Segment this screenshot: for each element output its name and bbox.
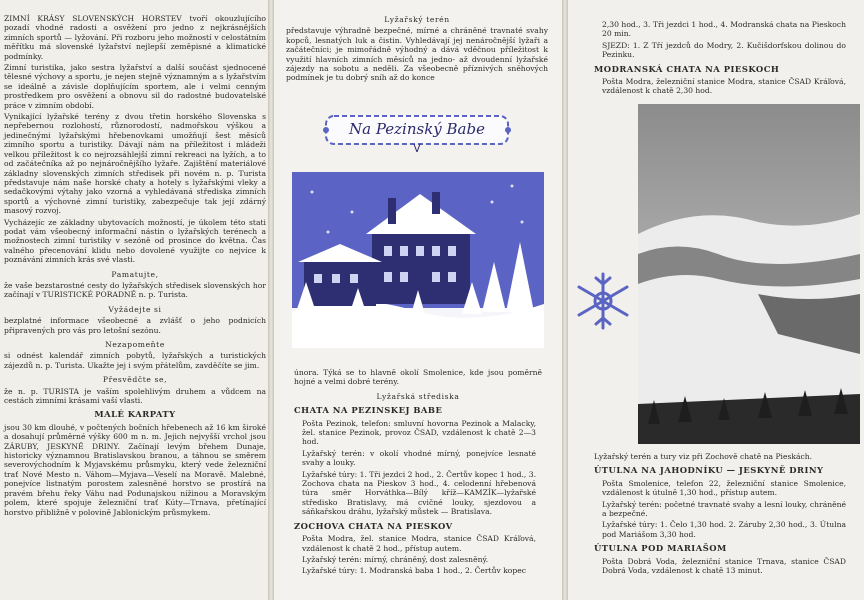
zochova-line-2: Lyžařský terén: mírný, chráněný, dost zalesněný.: [302, 554, 489, 564]
heading-male-karpaty: MALÉ KARPATY: [94, 409, 176, 420]
heading-nezapomente: Nezapomeňte: [105, 340, 165, 349]
right-panel: [568, 0, 864, 600]
photo-caption: Lyžařský terén a tury viz při Zochově chatě na Pieskách.: [594, 452, 813, 461]
ski-slope-photo: [638, 104, 860, 444]
winter-chalet-illustration: [292, 172, 544, 348]
top-line-2: SJEZD: 1. Z Tří jezdců do Modry, 2. Kučišdorfskou dolinou do Pezinku.: [602, 40, 846, 60]
para-continued: února. Týká se to hlavně okolí Smolenice, kde jsou poměrně hojné a velmi dobré terény.: [294, 368, 542, 387]
jahodniku-line-3: Lyžařské túry: 1. Čelo 1,30 hod. 2. Záruby 2,30 hod., 3. Útulna pod Mariášom 3,30 hod.: [602, 520, 846, 539]
middle-bottom-text: [294, 368, 542, 578]
right-bottom-text: [594, 452, 852, 577]
heading-vyzadejte: Vyžádejte si: [108, 304, 162, 314]
intro-para-3: Vynikající lyžařské terény z dvou třetin horského Slovenska s nepřebernou rozlohostí, různorodostí, nadmořskou výškou a jedinečnými lyžařskými hřebenovkami umožňují šest měsíců zimního sportu a turistiky. Dávají nám na příležitost i mládeži velkou příležitost k co nejrozsáhlejší zimní rekreaci na lyžích, a to od začátečníka až po nejnáročnějšího lyžaře. Zajištění materiálové základny slovenských zimních středisek při novém n. p. Turista představuje nám naše horské chaty a hotely s lyžařskými vleky a sedačkovými výtahy jako vzorná a vyhledávaná střediska zimních sportů a výchovné zimní turistiky, zabezpečuje tak její zdárný masový rozvoj.: [4, 112, 266, 216]
heading-mariasom: ÚTULNA POD MARIAŠOM: [594, 543, 727, 554]
heading-jahodniku: ÚTULNA NA JAHODNÍKU — JESKYNĚ DRINY: [594, 465, 824, 476]
jahodniku-line-2: Lyžařský terén: početné travnaté svahy a lesní louky, chráněné a bezpečné.: [602, 499, 846, 519]
zochova-line-3: Lyžařské túry: 1. Modranská baba 1 hod., 2. Čertův kopec: [302, 566, 526, 576]
right-top-text: [594, 20, 852, 98]
zochova-line-1: Pošta Modra, žel. stanice Modra, stanice ČSAD Kráľová, vzdálenost k chatě 2 hod., přístup autem.: [302, 534, 536, 553]
intro-para-2: Zimní turistika, jako sestra lyžařství a další součást sjednocené tělesné výchovy a sportu, je nejen stejně významným a s lyžařstvím se ideálně a závisle doplňujícím sportem, ale i velmi cenným prostředkem pro osvěžení a obnovu sil do radostné budovatelské práce v zimním období.: [4, 63, 266, 110]
intro-para-4: Vycházejíc ze základny ubytovacích možností, je úkolem této stati podat vám všeobecný informační nástin o lyžařských terénech a možnostech zimní turistiky v sezóně od prosince do května. Čas valného přecenování klidu nebo dovolené využijte co nejvíce k poznávání zimních krás své vlasti.: [4, 217, 266, 265]
mariasom-line: Pošta Dobrá Voda, železniční stanice Trnava, stanice ČSAD Dobrá Voda, vzdálenost k chatě 13 minut.: [602, 556, 846, 576]
heading-presvedcte: Přesvědčte se,: [102, 375, 168, 385]
title-banner: [322, 112, 512, 152]
para-male-karpaty: jsou 30 km dlouhé, v počtených bočních hřebenech až 16 km široké a dosahují průměrné výšky 600 m n. m. Jejich nejvyšší vrchol jsou ZÁRUBY, JESKYNĚ DRINY. Začínají levým břehem Dunaje, historicky významnou Bratislavskou branou, a táhnou se směrem severovýchodním k Myjavskému průsmyku, který vede železniční trať Nové Mesto n. Váhom—Myjava—Veselí na Moravě. Malebné, ponejvíce listnatým porostem zalesněné horstvo se prostírá na pravém břehu řeky Váhu nad Podunajskou nížinou a Moravským polem, které spojuje železniční trať Kúty—Trnava, přetínající horstvo přibližně v polovině Jablonickým průsmykem.: [4, 422, 266, 517]
top-line-1: 2,30 hod., 3. Tři jezdci 1 hod., 4. Modranská chata na Pieskoch 20 min.: [602, 20, 846, 39]
para-nezapomente: si odnést kalendář zimních pobytů, lyžařských a turistických zájezdů n. p. Turista. Ukažte jej i svým přátelům, zavděčíte se jim.: [4, 351, 266, 370]
modranska-line: Pošta Modra, železniční stanice Modra, stanice ČSAD Kráľová, vzdálenost k chatě 2,30 hod.: [602, 77, 846, 96]
left-column: [0, 14, 268, 519]
banner-title: Na Pezinský Babe: [349, 120, 485, 138]
heading-modranska: MODRANSKÁ CHATA NA PIESKOCH: [594, 63, 780, 74]
para-presvedcte: že n. p. TURISTA je vaším spolehlivým druhem a vůdcem na cestách zimními krásami vaší vlasti.: [4, 386, 266, 406]
heading-pamatujte: Pamatujte,: [111, 269, 159, 279]
left-panel: [0, 0, 268, 600]
para-vyzadejte: bezplatné informace všeobecné a zvlášť o jeho podnicích připravených pro vás pro letošní sezónu.: [4, 316, 266, 335]
heading-zochova: ZOCHOVA CHATA NA PIESKOV: [294, 520, 453, 531]
heading-lyzarsky-teren: Lyžařský terén: [384, 15, 450, 24]
snowflake-icon: [572, 270, 634, 332]
heading-strediska: Lyžařská střediska: [376, 391, 460, 401]
jahodniku-line-1: Pošta Smolenice, telefon 22, železniční stanice Smolenice, vzdálenost k útulně 1,30 hod., přístup autem.: [602, 478, 846, 498]
para-lyzarsky-teren: představuje výhradně bezpečné, mírné a chráněné travnaté svahy kopců, lesnatých luk a čistin. Vyhledávají jej nenáročnější lyžaři a začátečníci; je mimořádně výhodný a dává vděčnou příležitost k využití hlavních zimních měsíců na jedno- až dvoudenní lyžařské zájezdy na sobotu a neděli. Za všeobecně příznivých sněhových podmínek je tu dobrý sníh až do konce: [286, 26, 548, 83]
chata-pezinok-line-1: Pošta Pezinok, telefon: smluvní hovorna Pezinok a Malacky, žel. stanice Pezinok, provoz ČSAD, vzdálenost k chatě 2—3 hod.: [302, 418, 536, 447]
middle-top-text: [286, 10, 548, 85]
heading-chata-pezinok: CHATA NA PEZINSKEJ BABE: [294, 405, 443, 416]
chata-pezinok-line-2: Lyžařský terén: v okolí vhodné mírný, ponejvíce lesnaté svahy a louky.: [302, 448, 536, 468]
para-pamatujte: že vaše bezstarostné cesty do lyžařských středisek slovenských hor začínají v TURISTICKÉ PORADNĚ n. p. Turista.: [4, 280, 266, 300]
middle-panel: [274, 0, 562, 600]
chata-pezinok-line-3: Lyžařské túry: 1. Tři jezdci 2 hod., 2. Čertův kopec 1 hod., 3. Zochova chata na Pieskov 3 hod., 4. celodenní hřebenová túra směr Horváthka—Bílý kříž—KAMZÍK—lyžařské středisko Bratislavy, má cvičné louky, sjezdovou a sáňkařskou dráhu, lyžařský můstek — Bratislava.: [302, 469, 536, 517]
intro-para-1: ZIMNÍ KRÁSY SLOVENSKÝCH HORSTEV tvoří okouzlujícího pozadí vhodné radosti a osvěžení pro jedno z nejkrásnějších zimních sportů — lyžování. Při rozboru jeho možností v celostátním měřítku má slovenské lyžařství nejlepší zeměpisné a klimatické podmínky.: [4, 14, 266, 61]
